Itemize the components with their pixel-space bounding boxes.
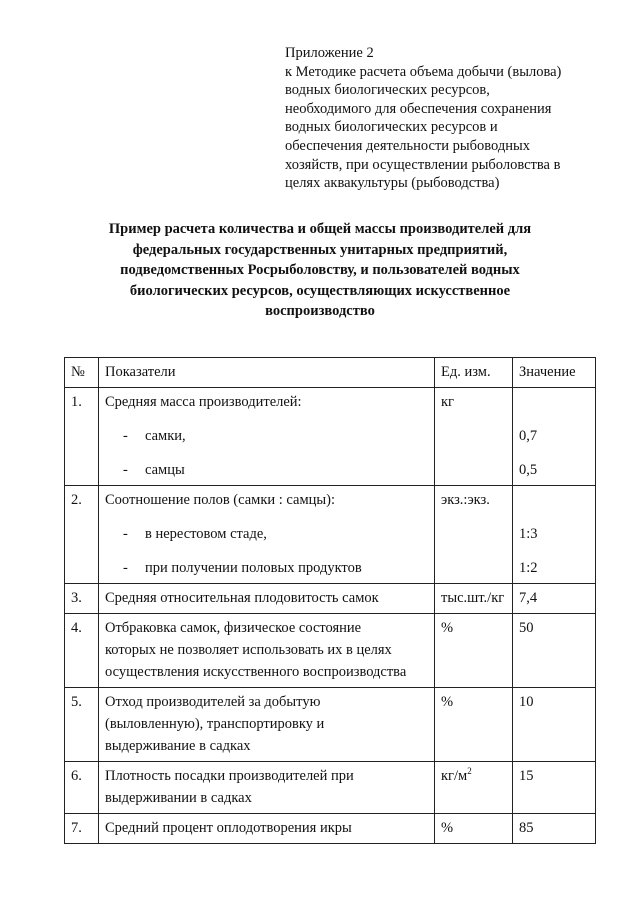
indicator-line: выдерживание в садках <box>105 738 251 754</box>
sub-value: 0,5 <box>519 462 538 478</box>
row-indicator <box>99 762 435 814</box>
header-num: № <box>65 358 99 388</box>
table-row <box>65 388 596 486</box>
sub-value: 1:2 <box>519 560 538 576</box>
document-heading <box>60 219 580 322</box>
table-header-row <box>65 358 596 388</box>
row-unit: % <box>435 814 513 844</box>
indicator-text: Средняя масса производителей: <box>105 394 302 410</box>
table-row <box>65 486 596 584</box>
indicator-line: выдерживании в садках <box>105 790 252 806</box>
row-unit <box>435 762 513 814</box>
row-value: 10 <box>513 688 596 762</box>
header-unit: Ед. изм. <box>435 358 513 388</box>
row-num: 3. <box>65 584 99 614</box>
indicator-line: Отбраковка самок, физическое состояние <box>105 620 362 636</box>
row-indicator <box>99 584 435 614</box>
unit-text: кг/м <box>441 768 468 784</box>
dash-marker: - <box>123 462 128 478</box>
indicator-line: (выловленную), транспортировку и <box>105 716 325 732</box>
table-row <box>65 584 596 614</box>
row-unit: экз.:экз. <box>435 486 513 584</box>
row-unit: % <box>435 688 513 762</box>
row-indicator <box>99 486 435 584</box>
dash-marker: - <box>123 526 128 542</box>
appendix-line: водных биологических ресурсов, <box>285 82 490 99</box>
heading-line: воспроизводство <box>265 303 375 319</box>
indicators-table <box>64 357 596 844</box>
row-indicator <box>99 688 435 762</box>
table-row <box>65 814 596 844</box>
row-indicator <box>99 614 435 688</box>
header-indicator: Показатели <box>99 358 435 388</box>
row-num: 6. <box>65 762 99 814</box>
row-value: 85 <box>513 814 596 844</box>
appendix-line: хозяйств, при осуществлении рыболовства в <box>285 156 561 173</box>
row-num: 4. <box>65 614 99 688</box>
unit-superscript: 2 <box>467 766 472 776</box>
sub-item <box>105 523 430 545</box>
appendix-line: к Методике расчета объема добычи (вылова) <box>285 63 562 80</box>
table-row <box>65 762 596 814</box>
indicator-text: Соотношение полов (самки : самцы): <box>105 492 336 508</box>
table-row <box>65 688 596 762</box>
sub-item <box>105 425 430 447</box>
indicator-line: осуществления искусственного воспроизводства <box>105 664 407 680</box>
appendix-line: необходимого для обеспечения сохранения <box>285 100 552 117</box>
appendix-note <box>285 44 561 193</box>
heading-line: биологических ресурсов, осуществляющих искусственное <box>129 282 511 299</box>
indicator-line: Средняя относительная плодовитость самок <box>105 590 379 606</box>
row-unit: тыс.шт./кг <box>435 584 513 614</box>
sub-value: 0,7 <box>519 428 538 444</box>
row-num: 5. <box>65 688 99 762</box>
sub-label: самцы <box>145 462 185 478</box>
row-value <box>513 486 596 584</box>
row-value: 15 <box>513 762 596 814</box>
dash-marker: - <box>123 428 128 444</box>
row-num: 2. <box>65 486 99 584</box>
row-num: 1. <box>65 388 99 486</box>
dash-marker: - <box>123 560 128 576</box>
indicator-line: которых не позволяет использовать их в целях <box>105 642 392 658</box>
row-num: 7. <box>65 814 99 844</box>
sub-value: 1:3 <box>519 526 538 542</box>
indicator-line: Средний процент оплодотворения икры <box>105 820 352 836</box>
sub-item <box>105 459 430 481</box>
sub-label: при получении половых продуктов <box>145 560 362 576</box>
row-value <box>513 388 596 486</box>
row-value: 50 <box>513 614 596 688</box>
row-unit: кг <box>435 388 513 486</box>
sub-label: самки, <box>145 428 186 444</box>
row-indicator <box>99 388 435 486</box>
appendix-line: обеспечения деятельности рыбоводных <box>285 137 531 154</box>
row-value: 7,4 <box>513 584 596 614</box>
row-indicator <box>99 814 435 844</box>
sub-label: в нерестовом стаде, <box>145 526 267 542</box>
row-unit: % <box>435 614 513 688</box>
heading-line: подведомственных Росрыболовству, и пользователей водных <box>120 262 520 278</box>
appendix-line: водных биологических ресурсов и <box>285 119 498 136</box>
table-row <box>65 614 596 688</box>
indicator-line: Отход производителей за добытую <box>105 694 321 710</box>
header-value: Значение <box>513 358 596 388</box>
sub-item <box>105 557 430 579</box>
heading-line: Пример расчета количества и общей массы производителей для <box>108 221 532 237</box>
heading-line: федеральных государственных унитарных предприятий, <box>132 241 508 258</box>
appendix-line: Приложение 2 <box>285 45 374 61</box>
appendix-line: целях аквакультуры (рыбоводства) <box>285 175 500 192</box>
indicator-line: Плотность посадки производителей при <box>105 768 354 784</box>
